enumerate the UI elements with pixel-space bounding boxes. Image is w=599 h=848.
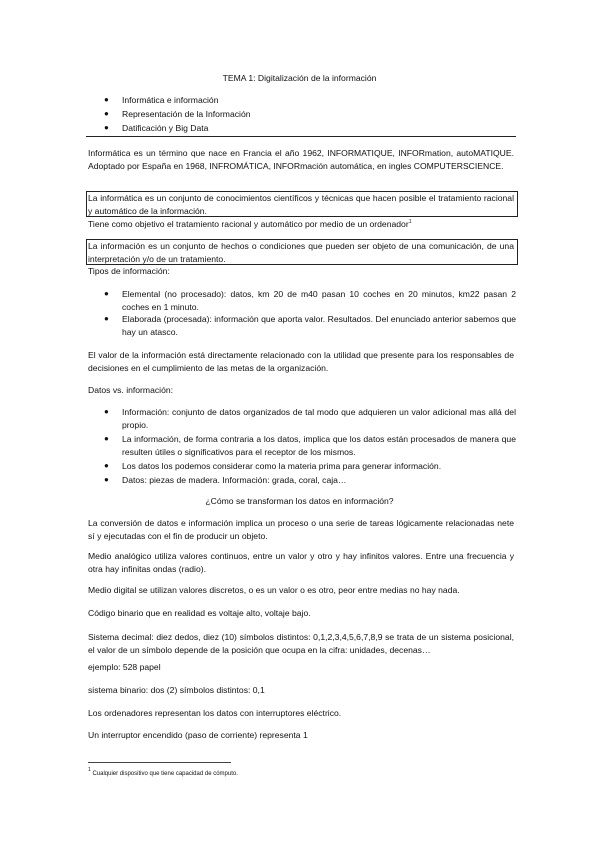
section-question: ¿Cómo se transforman los datos en información?: [205, 496, 394, 506]
footnote: $^1$ Cualquier dispositivo que tiene capacidad de cómputo.: [88, 767, 238, 777]
datos-item: La información, de forma contraria a los datos, implica que los datos están procesados de manera que resulten útiles o significativos para el receptor de los mismos.: [122, 434, 516, 457]
sistema-binario-line: sistema binario: dos (2) símbolos distintos: 0,1: [88, 685, 265, 695]
intro-paragraph: Informática es un término que nace en Francia el año 1962, INFORMATIQUE, INFORmation, autoMATIQUE. Adoptado por España en 1968, INFROMÁTICA, INFORmación automática, en ingles COMPUTERSCIENCE.: [88, 148, 514, 171]
datos-item: Datos: piezas de madera. Información: grada, coral, caja…: [122, 475, 347, 485]
interruptor-line: Un interruptor encendido (paso de corriente) representa 1: [88, 730, 308, 740]
toc-item: Informática e información: [122, 95, 219, 105]
tipo-item: Elemental (no procesado): datos, km 20 de m40 pasan 10 coches en 20 minutos, km22 pasan 2 coches en 1 minuto.: [122, 289, 516, 312]
datos-item: Los datos los podemos considerar como la materia prima para generar información.: [122, 461, 442, 471]
datos-heading: Datos vs. información:: [88, 385, 174, 395]
footnote-reference: 1: [408, 219, 412, 225]
toc-item: Datificación y Big Data: [122, 123, 209, 133]
bullet-icon: ●: [104, 461, 109, 470]
footnote-divider: [88, 762, 231, 763]
section-divider: [86, 136, 516, 137]
decimal-paragraph: Sistema decimal: diez dedos, diez (10) símbolos distintos: 0,1,2,3,4,5,6,7,8,9 se trata de un sistema posicional, el valor de un símbolo depende de la posición que ocupa en la cifra: unidades, decenas…: [88, 632, 514, 655]
footnote-number: 1: [88, 767, 91, 773]
tipos-heading: Tipos de información:: [88, 266, 170, 276]
objective-line: Tiene como objetivo el tratamiento racional y automático por medio de un ordenador$^1$: [88, 219, 412, 229]
datos-item: Información: conjunto de datos organizados de tal modo que adquieren un valor adicional mas allá del propio.: [122, 407, 516, 430]
valor-paragraph: El valor de la información está directamente relacionado con la utilidad que presente para los responsables de decisiones en el cumplimiento de las metas de la organización.: [88, 350, 514, 373]
page-title: TEMA 1: Digitalización de la información: [222, 73, 377, 83]
bullet-icon: ●: [104, 289, 109, 298]
digital-paragraph: Medio digital se utilizan valores discretos, o es un valor o es otro, peor entre medias no hay nada.: [88, 585, 460, 595]
ordenadores-line: Los ordenadores representan los datos con interruptores eléctrico.: [88, 708, 342, 718]
tipo-item: Elaborada (procesada): información que aporta valor. Resultados. Del enunciado anterior sabemos que hay un atasco.: [122, 314, 516, 337]
conversion-paragraph: La conversión de datos e información implica un proceso o una serie de tareas lógicamente relacionadas nete sí y ejecutadas con el fin de producir un objeto.: [88, 518, 514, 541]
bullet-icon: ●: [104, 109, 109, 118]
definition-informatica: La informática es un conjunto de conocimientos científicos y técnicas que hacen posible el tratamiento racional y automático de la información.: [88, 193, 514, 216]
toc-item: Representación de la Información: [122, 109, 251, 119]
bullet-icon: ●: [104, 123, 109, 132]
definition-informacion: La información es un conjunto de hechos o condiciones que pueden ser objeto de una comunicación, de una interpretación y/o de un tratamiento.: [88, 241, 514, 264]
bullet-icon: ●: [104, 314, 109, 323]
bullet-icon: ●: [104, 407, 109, 416]
analogico-paragraph: Medio analógico utiliza valores continuos, entre un valor y otro y hay infinitos valores. Entre una frecuencia y otra hay infinitas ondas (radio).: [88, 551, 514, 574]
binario-paragraph: Código binario que en realidad es voltaje alto, voltaje bajo.: [88, 608, 311, 618]
bullet-icon: ●: [104, 95, 109, 104]
bullet-icon: ●: [104, 475, 109, 484]
ejemplo-line: ejemplo: 528 papel: [88, 662, 161, 672]
bullet-icon: ●: [104, 434, 109, 443]
